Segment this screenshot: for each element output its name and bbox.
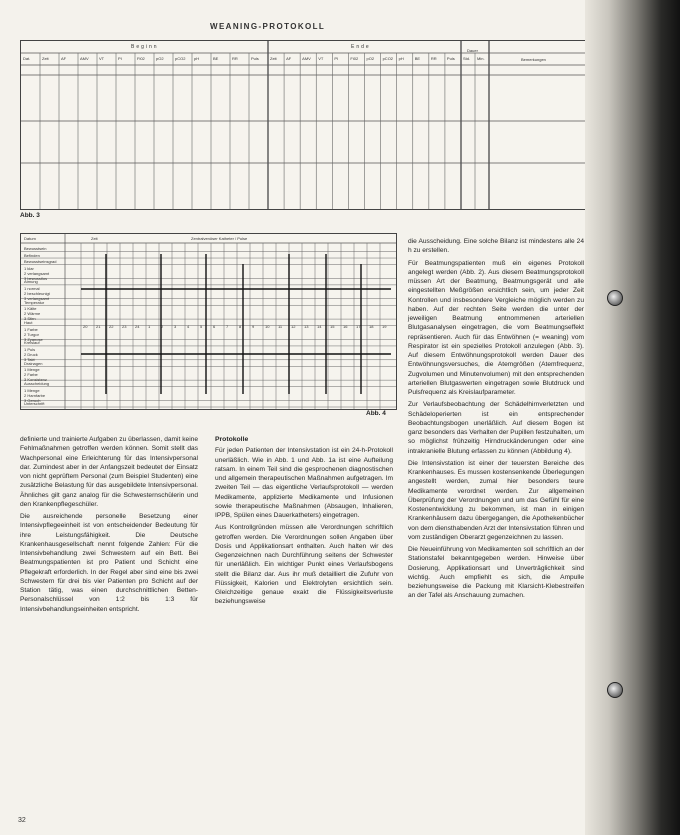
page-number: 32 [18, 817, 26, 824]
col3-paragraph-3: Zur Verlaufsbeobachtung der Schädelhirnverletzten und Schädeloperierten ist ein entsprechender Beobachtungsbogen unerläßlich. Auf diesem Bogen ist ganz besonders das Verhalten der Pupillen festzuhalten, um so möglichst frühzeitig Hirndruckänderungen oder eine intrakranielle Blutung erfassen zu können (Abbildung 4). [408, 401, 584, 455]
begin-col-header: AMV [80, 56, 89, 61]
col3-paragraph-4: Die Intensivstation ist einer der teuersten Bereiche des Krankenhauses. Es mussen kostensenkende Überlegungen angestellt werden, zumal hier besonders teure Medikamente verordnet werden. Zur allgemeinen Überprüfung der Verordnungen und um das Gefühl für eine Kostenentwicklung zu bekommen, ist man in einigen Krankenhäusern dazu übergegangen, die Apothekenbücher von dem diensthabenden Arzt der Intensivstation führen und vom zuständigen Oberarzt gegenzeichnen zu lassen. [408, 459, 584, 541]
begin-col-header: Puls [251, 56, 259, 61]
col2-paragraph-2: Aus Kontrollgründen müssen alle Verordnungen schriftlich getroffen werden. Die Verordnungen sollen Angaben über Dosis und Applikationsart enthalten. Auch halten wir des Gegenzeichnen nach Durchführung seitens der Schwester für unerläßlich. Ein wichtiger Punkt eines Verlaufsbogens stellt die Bilanz dar. Aus ihr muß detailliert die Zufuhr von Flüssigkeit, Kalorien und Elektrolyten ersichtlich sein. Gleichzeitige genaue exakt die Flüssigkeitsverluste beziehungsweise [215, 524, 393, 606]
observation-row-label: Kreislauf [24, 340, 40, 346]
col3-paragraph-5: Die Neueinführung von Medikamenten soll schriftlich an der Stationstafel bekanntgegeben werden. Hinweise über Dosierung, Applikationsart und Unverträglichkeit sind wichtig. Auch empfiehlt es sich, die Ampulle beziehungsweise die Packung mit Klarsicht-Klebestreifen an der Tafel als Anschauung zumachen. [408, 546, 584, 600]
time-value: 4 [187, 324, 190, 329]
observation-row-label: 1 normal 2 beschleunigt 3 verlangsamt [24, 285, 50, 301]
end-col-header: pO2 [366, 56, 375, 61]
remarks-label: Bemerkungen [521, 57, 546, 62]
observation-row-label: Bewusstseinsgrad [24, 259, 57, 265]
observation-row-label: 1 Farbe 2 Turgor 3 Zyanose [24, 326, 43, 342]
time-value: 8 [239, 324, 242, 329]
time-value: 21 [96, 324, 101, 329]
time-value: 9 [252, 324, 255, 329]
time-value: 11 [278, 324, 283, 329]
observation-row-label: Befinden [24, 252, 40, 258]
time-value: 14 [317, 324, 322, 329]
time-value: 24 [135, 324, 140, 329]
begin-col-header: AF [61, 56, 67, 61]
text-column-1 [20, 435, 198, 617]
observation-row-label: 1 Menge 2 Harnfarbe 3 Geruch [24, 387, 46, 403]
figure-4-caption: Abb. 4 [366, 410, 386, 417]
time-value: 18 [369, 324, 374, 329]
col3-paragraph-2: Für Beatmungspatienten muß ein eigenes Protokoll angelegt werden (Abb. 2). Aus diesem Beatmungsprotokoll müssen Art der Beatmung, Beatmungsgerät und alle eingestellten Meßgrößen ersichtlich sein, um jeder Zeit Kontrollen und insbesondere Vergleiche möglich werden zu haben. Auf der rechten Seite werden die unter der jeweiligen Beatmung entnommenen arteriellen Blutgasanalysen eingetragen, die vom Beatmungseffekt repräsentieren. Auch für das Entwöhnen (= weaning) vom Respirator ist ein spezielles Protokoll anzulegen (Abb. 3). Auf diesem Entwöhnungsprotokoll werden Dauer des Entwöhnungsversuches, die Atemgrößen (Atemfrequenz, Zugvolumen und Minutenvolumen) mit den entsprechenden arteriellen Blutgaswerten eingetragen sowie Blutdruck und Pulsfrequenz als Kreislaufparameter. [408, 259, 584, 396]
observation-row-label: Atmung [24, 279, 38, 285]
time-value: 5 [200, 324, 203, 329]
begin-col-header: Dat. [23, 56, 31, 61]
time-value: 12 [291, 324, 296, 329]
col2-paragraph-1: Für jeden Patienten der Intensivstation ist ein 24-h-Protokoll unerläßlich. Wie in Abb. 1 und Abb. 1a ist eine Aufteilung ratsam. In einem Teil sind die gesprochenen diagnostischen und allgemein therapeutischen Maßnahmen aufgetragen. Im zweiten Teil — das eigentliche Verlaufsprotokoll — werden Medikamente, applizierte Medikamente und Infusionen sowie therapeutische Maßnahmen (Absaugen, Inhalieren, IPPB, Spülen eines Dauerkatheters) eingetragen. [215, 447, 393, 519]
end-col-header: Zeit [270, 56, 277, 61]
end-col-header: VT [318, 56, 324, 61]
time-value: 2 [161, 324, 164, 329]
time-value: 23 [122, 324, 127, 329]
end-col-header: pH [398, 56, 404, 61]
duration-col-header: Std. [463, 56, 471, 61]
staple-bottom-icon [607, 682, 623, 698]
end-col-header: RR [430, 56, 437, 61]
time-value: 10 [265, 324, 270, 329]
time-value: 16 [343, 324, 348, 329]
time-value: 3 [174, 324, 177, 329]
end-col-header: BE [414, 56, 421, 61]
col1-paragraph-1: definierte und trainierte Aufgaben zu überlassen, damit keine Fehlmaßnahmen getroffen werden können. Somit stellt das Wachpersonal eine Erleichterung für das Intensivpersonal dar. Zumindest aber in der Anfangszeit bedeutet der Einsatz von nicht geprüftem Personal (zum Beispiel Studenten) eine zusätzliche Belastung für das ausgebildete Intensivpersonal. Ähnliches gilt ganz analog für die Schwesternschülerin und den Krankenpflegeschüler. [20, 436, 198, 508]
staple-top-icon [607, 290, 623, 306]
time-value: 1 [148, 324, 151, 329]
end-col-header: Puls [446, 56, 455, 61]
time-value: 17 [356, 324, 361, 329]
begin-col-header: BE [213, 56, 219, 61]
end-col-header: AF [286, 56, 292, 61]
end-col-header: pCO2 [382, 56, 394, 61]
begin-col-header: Fi02 [137, 56, 145, 61]
figure-3-caption: Abb. 3 [20, 212, 40, 219]
weaning-table-grid [21, 41, 595, 209]
binding-shadow [585, 0, 680, 835]
begin-col-header: pCO2 [175, 56, 186, 61]
observation-row-label: Haut [24, 320, 33, 326]
observation-row-label: Temperatur [24, 299, 45, 305]
begin-col-header: Zeit [42, 56, 49, 61]
end-col-header: PI [334, 56, 339, 61]
observation-table-grid [21, 234, 396, 409]
observation-row-label: Ausscheidung [24, 381, 50, 387]
observation-table [20, 233, 397, 410]
time-value: 19 [382, 324, 387, 329]
time-value: 13 [304, 324, 309, 329]
time-value: 7 [226, 324, 229, 329]
time-value: 22 [109, 324, 114, 329]
observation-row-label: 1 klar 2 verlangsamt 3 bewusstlos [24, 265, 50, 281]
duration-col-header: Min. [477, 56, 485, 61]
observation-row-label: 1 Kälte 2 Wärme 3 Stirn [24, 306, 41, 322]
protocols-heading: Protokolle [215, 436, 249, 443]
time-header: Zeit [91, 236, 98, 241]
begin-col-header: PI [118, 56, 122, 61]
observation-row-label: Unterschrift [24, 401, 45, 407]
begin-col-header: RR [232, 56, 238, 61]
observation-row-label: Bewusstsein [24, 246, 47, 251]
end-label: Ende [351, 44, 371, 50]
end-col-header: Fi02 [350, 56, 359, 61]
time-value: 20 [83, 324, 88, 329]
observation-row-label: 1 Menge 2 Farbe 3 Konsistenz [24, 367, 47, 383]
text-column-3 [408, 237, 584, 604]
text-column-2 [215, 435, 393, 610]
time-value: 6 [213, 324, 216, 329]
end-col-header: AMV [302, 56, 311, 61]
date-header: Datum [24, 236, 36, 241]
weaning-table [20, 40, 596, 210]
col1-paragraph-2: Die ausreichende personelle Besetzung einer Intensivpflegeeinheit ist von entscheidender Bedeutung für ihre Leistungsfähigkeit. Die Deutsche Krankenhausgesellschaft nennt folgende Zahlen: Für die Intensivbehandlung zwei Schwestern auf ein Bett. Bei Beatmungspatienten ist pro Patient und Schicht eine Pflegekraft erforderlich. In der Regel aber sind eine bis zwei Schwestern für drei bis vier Patienten pro Schicht auf der Station tätig, was einen durchschnittlichen Betten-Personalschlüssel von 1:2 bis 1:3 für Intensivbehandlungseinheiten entspricht. [20, 513, 198, 613]
col3-paragraph-1: die Ausscheidung. Eine solche Bilanz ist mindestens alle 24 h zu erstellen. [408, 238, 584, 255]
time-value: 15 [330, 324, 335, 329]
catheter-header: Zentralvenöser Katheter / Pulse [191, 236, 248, 241]
observation-row-label: 1 Puls 2 Druck 3 Takt [24, 346, 38, 362]
begin-label: Beginn [131, 44, 159, 50]
begin-col-header: VT [99, 56, 105, 61]
observation-row-label: Drainagen [24, 360, 43, 366]
begin-col-header: pO2 [156, 56, 164, 61]
duration-label: Dauer [467, 48, 478, 53]
begin-col-header: pH [194, 56, 200, 61]
page-title: WEANING-PROTOKOLL [210, 22, 326, 31]
